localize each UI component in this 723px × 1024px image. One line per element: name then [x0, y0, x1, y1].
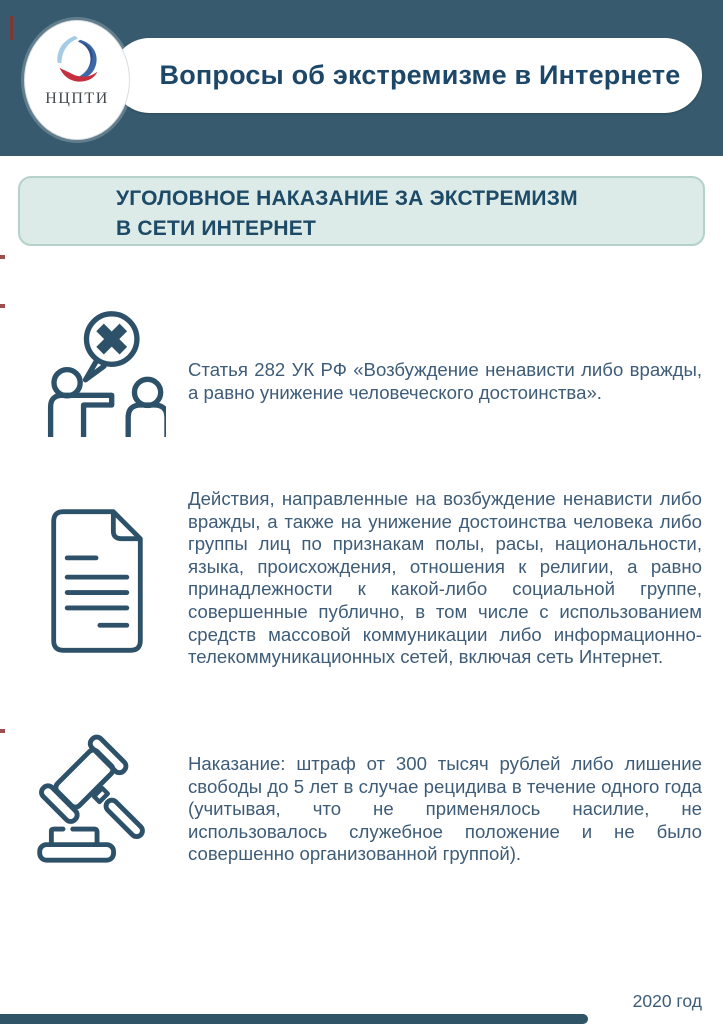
print-mark: [0, 729, 5, 733]
title-pill: [112, 38, 702, 113]
print-mark: [0, 255, 5, 259]
print-mark: [10, 16, 13, 40]
header-band: [0, 0, 723, 156]
logo-swirl-icon: [48, 31, 106, 89]
gavel-icon: [30, 730, 166, 866]
section-text: Статья 282 УК РФ «Возбуждение ненависти либо вражды, а равно унижение человеческого достоинства».: [188, 359, 702, 403]
section-heading-banner: [18, 176, 705, 246]
print-mark: [0, 304, 5, 308]
section-text: Наказание: штраф от 300 тысяч рублей либо лишение свободы до 5 лет в случае рецидива в течение одного года (учитывая, что не применялось насилие, не использовалось служебное положение и не было совершенно организованной группой).: [188, 753, 702, 865]
logo-text: НЦПТИ: [45, 90, 109, 107]
section-text: Действия, направленные на возбуждение ненависти либо вражды, а также на унижение достоинства человека либо группы лиц по признакам полы, расы, национальности, языка, происхождения, отношения к религии, а равно принадлежности к какой-либо социальной группе, совершенные публично, в том числе с использованием средств массовой коммуникации либо информационно-телекоммуникационных сетей, включая сеть Интернет.: [188, 488, 702, 668]
ncpti-logo: [24, 20, 130, 140]
banner-line-1: УГОЛОВНОЕ НАКАЗАНИЕ ЗА ЭКСТРЕМИЗМ: [116, 187, 578, 210]
page-title: Вопросы об экстремизме в Интернете: [159, 60, 681, 90]
document-icon: [46, 506, 148, 656]
year-label: 2020 год: [632, 991, 702, 1011]
footer-bar: [0, 1014, 588, 1024]
banner-line-2: В СЕТИ ИНТЕРНЕТ: [116, 217, 317, 240]
no-hate-speech-icon: [38, 306, 166, 440]
